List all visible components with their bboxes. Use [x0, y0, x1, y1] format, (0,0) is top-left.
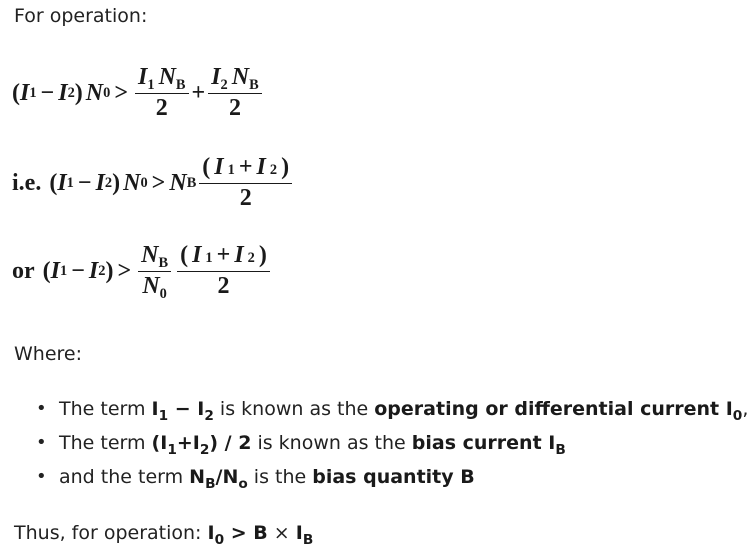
where-label: Where:: [14, 343, 83, 365]
fraction-3b: ( I 1 + I 2 ) 2: [177, 242, 270, 300]
intro-text: For operation:: [14, 5, 148, 27]
list-item: • The term $(I_1+I_2) / 2$ is known as the bias current $I_B$: [14, 428, 748, 462]
conclusion-text: Thus, for operation: $I_0 > B \times I_B$: [14, 522, 314, 548]
equation-3: or ( I 1 − I 2 ) > $\frac{N_B}{N_0}$ ( I 1 + I 2 ) 2: [12, 242, 273, 300]
list-item: • The term $I_1 - I_2$ is known as the operating or differential current $I_0$,: [14, 394, 748, 428]
equation-2: i.e. ( I 1 − I 2 ) N 0 > N B ( I 1 + I 2 ) 2: [12, 154, 295, 212]
fraction-1a: $I_1$ $N_B$ 2: [135, 64, 189, 122]
definitions-list: [14, 394, 748, 496]
fraction-3a: $\frac{N_B}{N_0}$: [138, 242, 171, 300]
fraction-2: ( I 1 + I 2 ) 2: [199, 154, 292, 212]
fraction-1b: $I_2$ $N_B$ 2: [208, 64, 262, 122]
equation-1: ( I 1 − I 2 ) N 0 > $I_1$ $N_B$ 2 + $I_2$ $N_B$ 2: [12, 64, 265, 122]
list-item: • and the term $N_B/N_o$ is the bias quantity B: [14, 462, 748, 496]
